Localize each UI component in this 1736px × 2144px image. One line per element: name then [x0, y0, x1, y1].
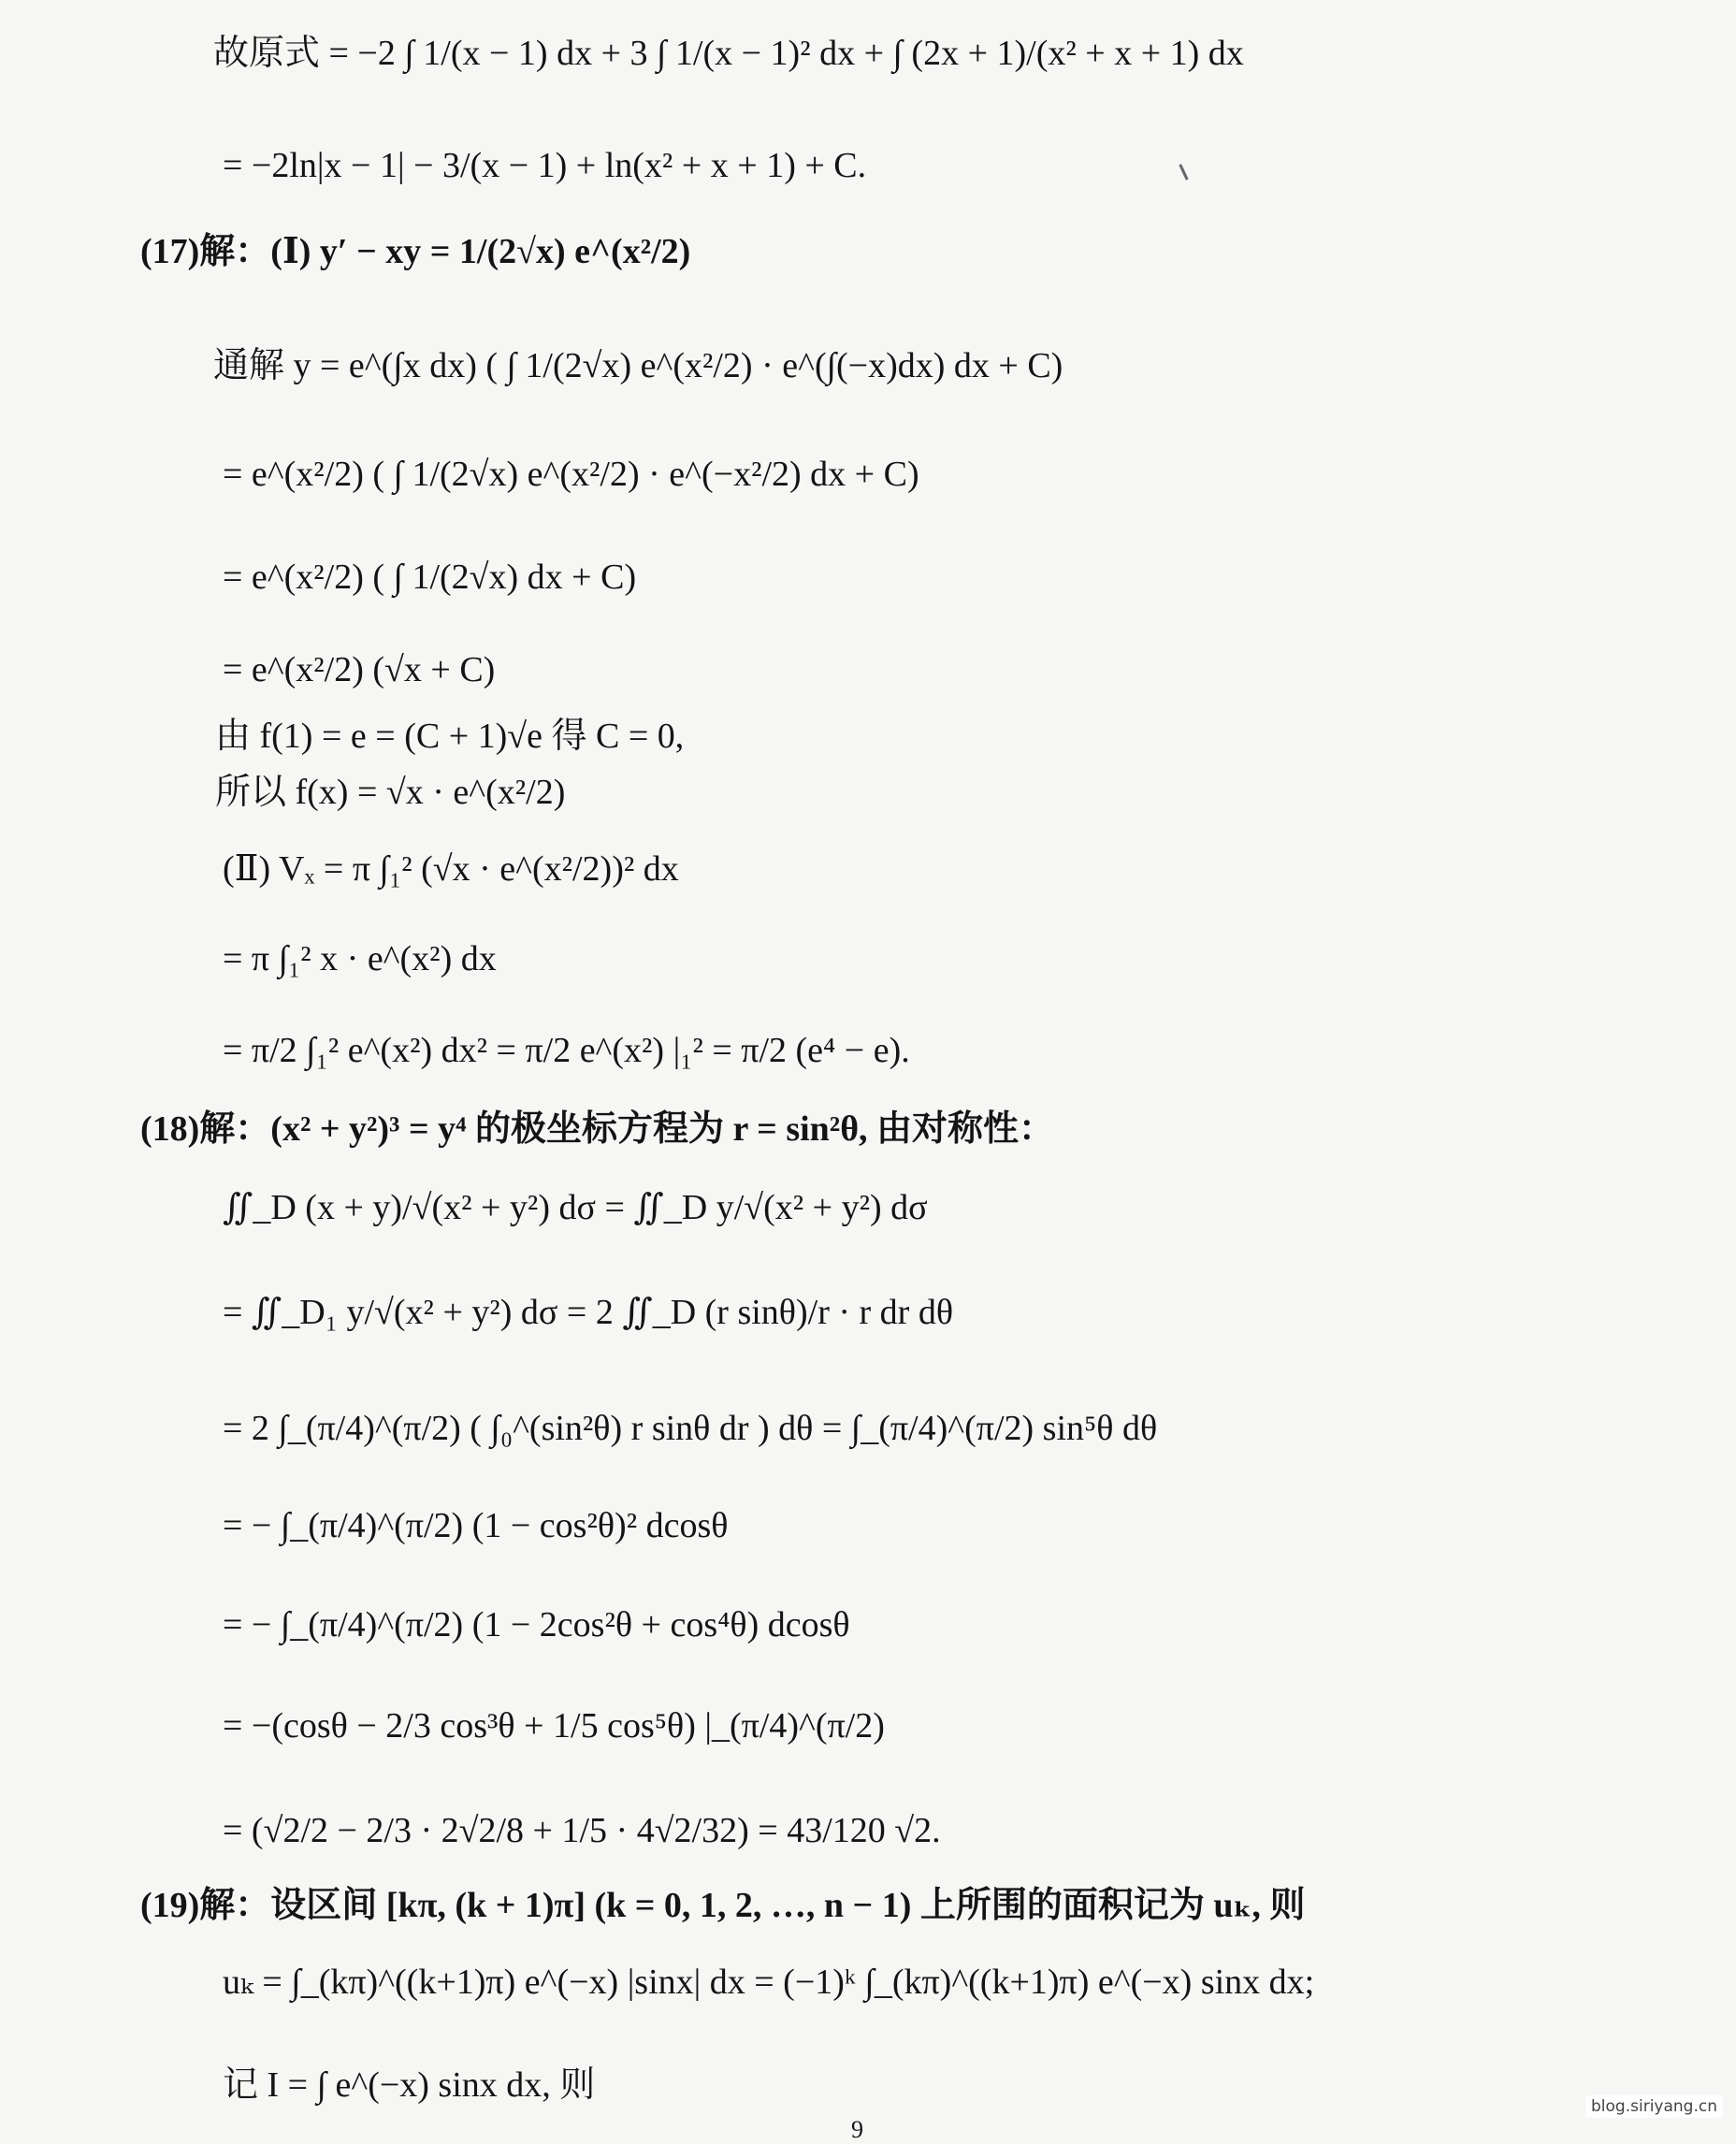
formula-line: 由 f(1) = e = (C + 1)√e 得 C = 0,: [215, 717, 685, 756]
formula-line: 记 I = ∫ e^(−x) sinx dx, 则: [223, 2065, 596, 2105]
formula-line: = e^(x²/2) (√x + C): [223, 650, 496, 689]
formula-line: uₖ = ∫_(kπ)^((k+1)π) e^(−x) |sinx| dx = (−1)ᵏ ∫_(kπ)^((k+1)π) e^(−x) sinx dx;: [223, 1963, 1315, 2002]
formula-line: ∬_D (x + y)/√(x² + y²) dσ = ∬_D y/√(x² + y²) dσ: [223, 1188, 928, 1227]
formula-line: (18)解：(x² + y²)³ = y⁴ 的极坐标方程为 r = sin²θ, 由对称性：: [140, 1109, 1055, 1149]
scan-mark: [1179, 164, 1188, 181]
page-number: 9: [851, 2116, 863, 2143]
formula-line: = −(cosθ − 2/3 cos³θ + 1/5 cos⁵θ) |_(π/4)^(π/2): [223, 1706, 885, 1746]
formula-line: = (√2/2 − 2/3 · 2√2/8 + 1/5 · 4√2/32) = 43/120 √2.: [223, 1811, 941, 1850]
watermark: blog.siriyang.cn: [1585, 2095, 1723, 2118]
formula-line: = − ∫_(π/4)^(π/2) (1 − 2cos²θ + cos⁴θ) dcosθ: [223, 1605, 850, 1644]
formula-line: = π ∫₁² x · e^(x²) dx: [223, 939, 497, 978]
formula-line: (17)解：(Ⅰ) y′ − xy = 1/(2√x) e^(x²/2): [140, 232, 691, 271]
formula-line: = 2 ∫_(π/4)^(π/2) ( ∫₀^(sin²θ) r sinθ dr ) dθ = ∫_(π/4)^(π/2) sin⁵θ dθ: [223, 1409, 1158, 1448]
formula-line: = −2ln|x − 1| − 3/(x − 1) + ln(x² + x + 1) + C.: [223, 146, 867, 185]
formula-line: = e^(x²/2) ( ∫ 1/(2√x) e^(x²/2) · e^(−x²/2) dx + C): [223, 455, 919, 494]
formula-line: = ∬_D₁ y/√(x² + y²) dσ = 2 ∬_D (r sinθ)/r · r dr dθ: [223, 1293, 954, 1332]
formula-line: (19)解：设区间 [kπ, (k + 1)π] (k = 0, 1, 2, …, n − 1) 上所围的面积记为 uₖ, 则: [140, 1886, 1306, 1925]
formula-line: = − ∫_(π/4)^(π/2) (1 − cos²θ)² dcosθ: [223, 1506, 729, 1545]
formula-line: 通解 y = e^(∫x dx) ( ∫ 1/(2√x) e^(x²/2) · e^(∫(−x)dx) dx + C): [213, 346, 1063, 385]
formula-line: = e^(x²/2) ( ∫ 1/(2√x) dx + C): [223, 558, 637, 597]
formula-line: 所以 f(x) = √x · e^(x²/2): [215, 773, 566, 812]
formula-line: 故原式 = −2 ∫ 1/(x − 1) dx + 3 ∫ 1/(x − 1)² dx + ∫ (2x + 1)/(x² + x + 1) dx: [213, 34, 1244, 73]
formula-line: (Ⅱ) Vₓ = π ∫₁² (√x · e^(x²/2))² dx: [223, 849, 679, 889]
formula-line: = π/2 ∫₁² e^(x²) dx² = π/2 e^(x²) |₁² = π/2 (e⁴ − e).: [223, 1031, 910, 1070]
